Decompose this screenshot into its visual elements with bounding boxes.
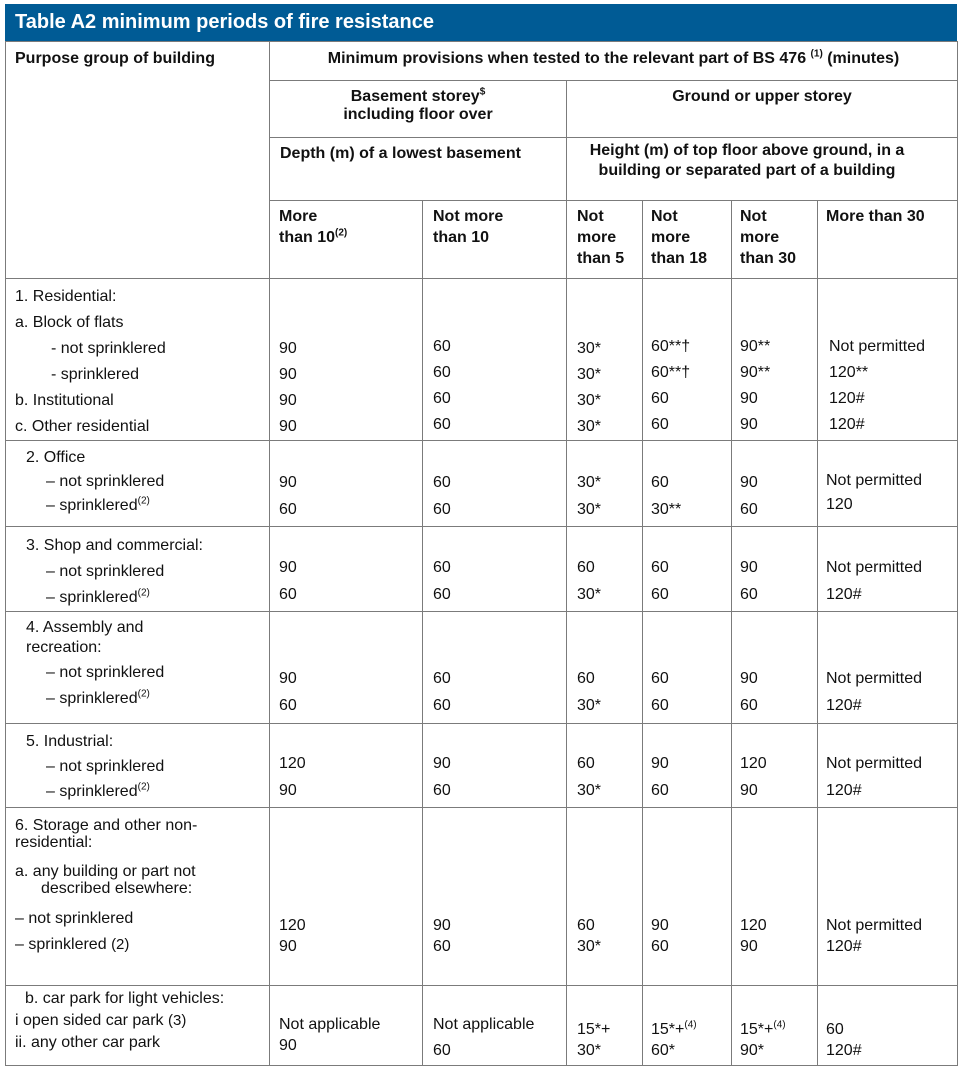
table-cell: 30* 30* 30* 30* [567,279,643,441]
table-cell: 90** 90** 90 90 [732,279,818,441]
header-depth: Depth (m) of a lowest basement [270,138,567,201]
header-col-not-more-than-10: Not more than 10 [423,201,567,279]
table-cell: 60 30** [643,441,732,527]
table-cell: Not permitted 120# [818,612,958,724]
table-cell: Not permitted 120# [818,527,958,612]
table-cell: 60 60 [423,612,567,724]
table-cell: 90 60 [270,612,423,724]
table-cell: 90 90 90 90 [270,279,423,441]
table-cell: 15*+ 30* [567,986,643,1066]
table-cell: 60**† 60**† 60 60 [643,279,732,441]
table-cell: 30* 30* [567,441,643,527]
table-cell: 60 60 60 60 [423,279,567,441]
table-cell: 120 90 [270,808,423,986]
table-row-shop-commercial [6,527,958,612]
table-cell: 15*+$^{(4)}$ 90* [732,986,818,1066]
table-cell: 90 60 [643,724,732,808]
table-cell: Not permitted 120** 120# 120# [818,279,958,441]
table-row-residential [6,279,958,441]
table-cell: Not applicable 90 [270,986,423,1066]
header-col-not-more-than-18: Not more than 18 [643,201,732,279]
header-basement-storey: Basement storey$ including floor over [270,81,567,138]
table-cell: 60 60 [643,612,732,724]
table-cell: 120 90 [732,808,818,986]
row-label-shop-commercial: 3. Shop and commercial: – not sprinklered – sprinklered$^{(2)}$ [6,527,270,612]
table-cell: 90 60 [732,441,818,527]
header-height: Height (m) of top floor above ground, in a building or separated part of a building [567,138,958,201]
header-col-more-than-10: More than 10$^{(2)}$ [270,201,423,279]
table-cell: 120 90 [270,724,423,808]
table-cell: 90 60 [423,808,567,986]
header-col-not-more-than-5: Not more than 5 [567,201,643,279]
row-label-industrial: 5. Industrial: – not sprinklered – sprinklered$^{(2)}$ [6,724,270,808]
table-cell: Not permitted 120# [818,808,958,986]
table-title: Table A2 minimum periods of fire resistance [5,4,957,41]
fire-resistance-table [5,41,958,1066]
header-purpose-group: Purpose group of building [6,42,270,279]
table-cell: 60 30* [567,808,643,986]
header-col-not-more-than-30: Not more than 30 [732,201,818,279]
table-cell: 60 120# [818,986,958,1066]
row-label-car-park: b. car park for light vehicles: i open sided car park (3) ii. any other car park [6,986,270,1066]
table-cell: 60 30* [567,612,643,724]
table-cell: 120 90 [732,724,818,808]
table-cell: 60 30* [567,724,643,808]
table-cell: 60 30* [567,527,643,612]
row-label-storage: 6. Storage and other non- residential: a. any building or part not described elsewhere: – not sprinklered – sprinklered (2) [6,808,270,986]
table-cell: 90 60 [423,724,567,808]
row-label-residential: 1. Residential: a. Block of flats - not sprinklered - sprinklered b. Institutional c. Other residential [6,279,270,441]
table-cell: Not applicable 60 [423,986,567,1066]
table-cell: 60 60 [423,527,567,612]
table-row-car-park [6,986,958,1066]
table-row-industrial [6,724,958,808]
row-label-assembly-recreation: 4. Assembly and recreation: – not sprinklered – sprinklered$^{(2)}$ [6,612,270,724]
header-col-more-than-30: More than 30 [818,201,958,279]
table-row-office [6,441,958,527]
table-cell: Not permitted 120# [818,724,958,808]
table-cell: Not permitted 120 [818,441,958,527]
table-cell: 60 60 [643,527,732,612]
table-cell: 90 60 [270,527,423,612]
table-cell: 90 60 [732,612,818,724]
table-row-assembly-recreation [6,612,958,724]
table-cell: 90 60 [643,808,732,986]
header-minimum-provisions: Minimum provisions when tested to the relevant part of BS 476 $^{(1)}$ (minutes) [270,42,958,81]
table-row-storage [6,808,958,986]
table-cell: 90 60 [732,527,818,612]
header-ground-upper-storey: Ground or upper storey [567,81,958,138]
table-cell: 15*+$^{(4)}$ 60* [643,986,732,1066]
table-cell: 90 60 [270,441,423,527]
row-label-office: 2. Office – not sprinklered – sprinklered$^{(2)}$ [6,441,270,527]
table-cell: 60 60 [423,441,567,527]
